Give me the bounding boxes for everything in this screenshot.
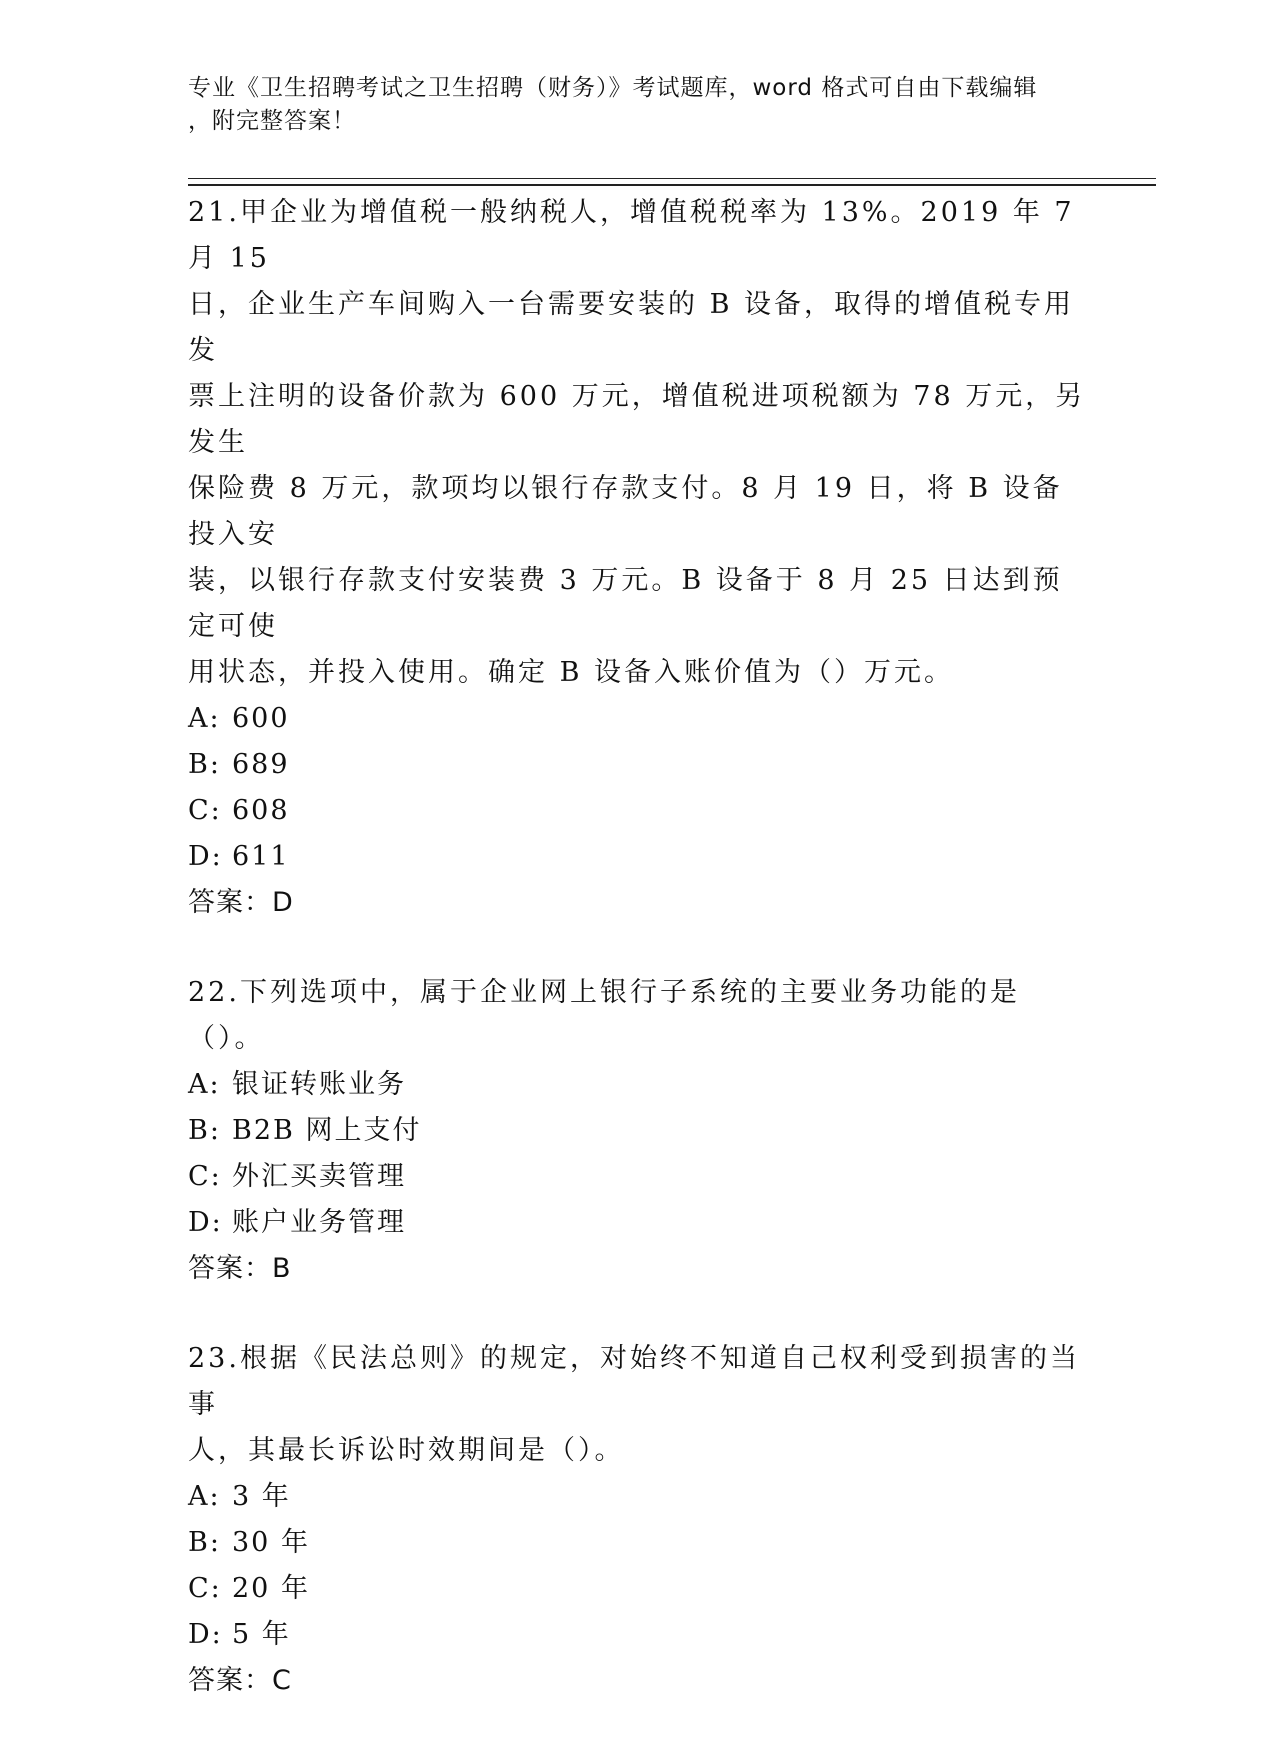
- answer-line: 答案：D: [188, 887, 294, 918]
- option-letter: C:: [188, 1161, 222, 1192]
- option-b: [188, 1520, 1088, 1566]
- option-text: 600: [232, 703, 290, 734]
- option-c: [188, 1154, 1088, 1200]
- option-letter: D:: [188, 1207, 223, 1238]
- option-b: [188, 742, 1088, 788]
- header-intro-line1: 专业《卫生招聘考试之卫生招聘（财务）》考试题库，word 格式可自由下载编辑: [188, 75, 1038, 101]
- option-text: B2B 网上支付: [232, 1115, 422, 1146]
- option-a: [188, 1474, 1088, 1520]
- option-c: [188, 788, 1088, 834]
- question-23: [188, 1336, 1088, 1704]
- option-letter: D:: [188, 841, 223, 872]
- header-divider: [188, 178, 1156, 186]
- option-letter: B:: [188, 749, 221, 780]
- option-letter: A:: [188, 703, 221, 734]
- question-stem-line: 日，企业生产车间购入一台需要安装的 B 设备，取得的增值税专用发: [188, 289, 1075, 366]
- question-22: [188, 970, 1088, 1292]
- option-letter: A:: [188, 1481, 221, 1512]
- option-letter: C:: [188, 795, 222, 826]
- option-text: 3 年: [232, 1481, 291, 1512]
- option-a: [188, 696, 1088, 742]
- option-text: 30 年: [232, 1527, 310, 1558]
- question-list: [188, 190, 1088, 1748]
- question-stem-line: 21.甲企业为增值税一般纳税人，增值税税率为 13%。2019 年 7 月 15: [188, 197, 1075, 274]
- option-letter: B:: [188, 1527, 221, 1558]
- option-text: 20 年: [232, 1573, 310, 1604]
- question-stem-line: 人，其最长诉讼时效期间是（）。: [188, 1435, 625, 1466]
- option-letter: C:: [188, 1573, 222, 1604]
- document-header: [188, 72, 1068, 138]
- option-c: [188, 1566, 1088, 1612]
- question-stem-line: 23.根据《民法总则》的规定，对始终不知道自己权利受到损害的当事: [188, 1343, 1080, 1420]
- question-stem-line: 装，以银行存款支付安装费 3 万元。B 设备于 8 月 25 日达到预定可使: [188, 565, 1063, 642]
- header-intro-line2: ，附完整答案！: [188, 108, 356, 134]
- question-stem-line: 22.下列选项中，属于企业网上银行子系统的主要业务功能的是（）。: [188, 977, 1020, 1054]
- option-text: 608: [232, 795, 290, 826]
- option-letter: B:: [188, 1115, 221, 1146]
- answer-line: 答案：C: [188, 1665, 292, 1696]
- option-letter: D:: [188, 1619, 223, 1650]
- option-d: [188, 1612, 1088, 1658]
- option-text: 611: [232, 841, 290, 872]
- question-stem-line: 用状态，并投入使用。确定 B 设备入账价值为（）万元。: [188, 657, 955, 688]
- option-b: [188, 1108, 1088, 1154]
- option-text: 689: [232, 749, 290, 780]
- option-text: 5 年: [232, 1619, 291, 1650]
- answer-line: 答案：B: [188, 1253, 292, 1284]
- option-d: [188, 1200, 1088, 1246]
- option-letter: A:: [188, 1069, 221, 1100]
- option-a: [188, 1062, 1088, 1108]
- option-text: 银证转账业务: [232, 1069, 406, 1100]
- option-text: 账户业务管理: [232, 1207, 406, 1238]
- option-d: [188, 834, 1088, 880]
- question-21: [188, 190, 1088, 926]
- question-stem-line: 保险费 8 万元，款项均以银行存款支付。8 月 19 日，将 B 设备投入安: [188, 473, 1063, 550]
- option-text: 外汇买卖管理: [232, 1161, 406, 1192]
- question-stem-line: 票上注明的设备价款为 600 万元，增值税进项税额为 78 万元，另发生: [188, 381, 1086, 458]
